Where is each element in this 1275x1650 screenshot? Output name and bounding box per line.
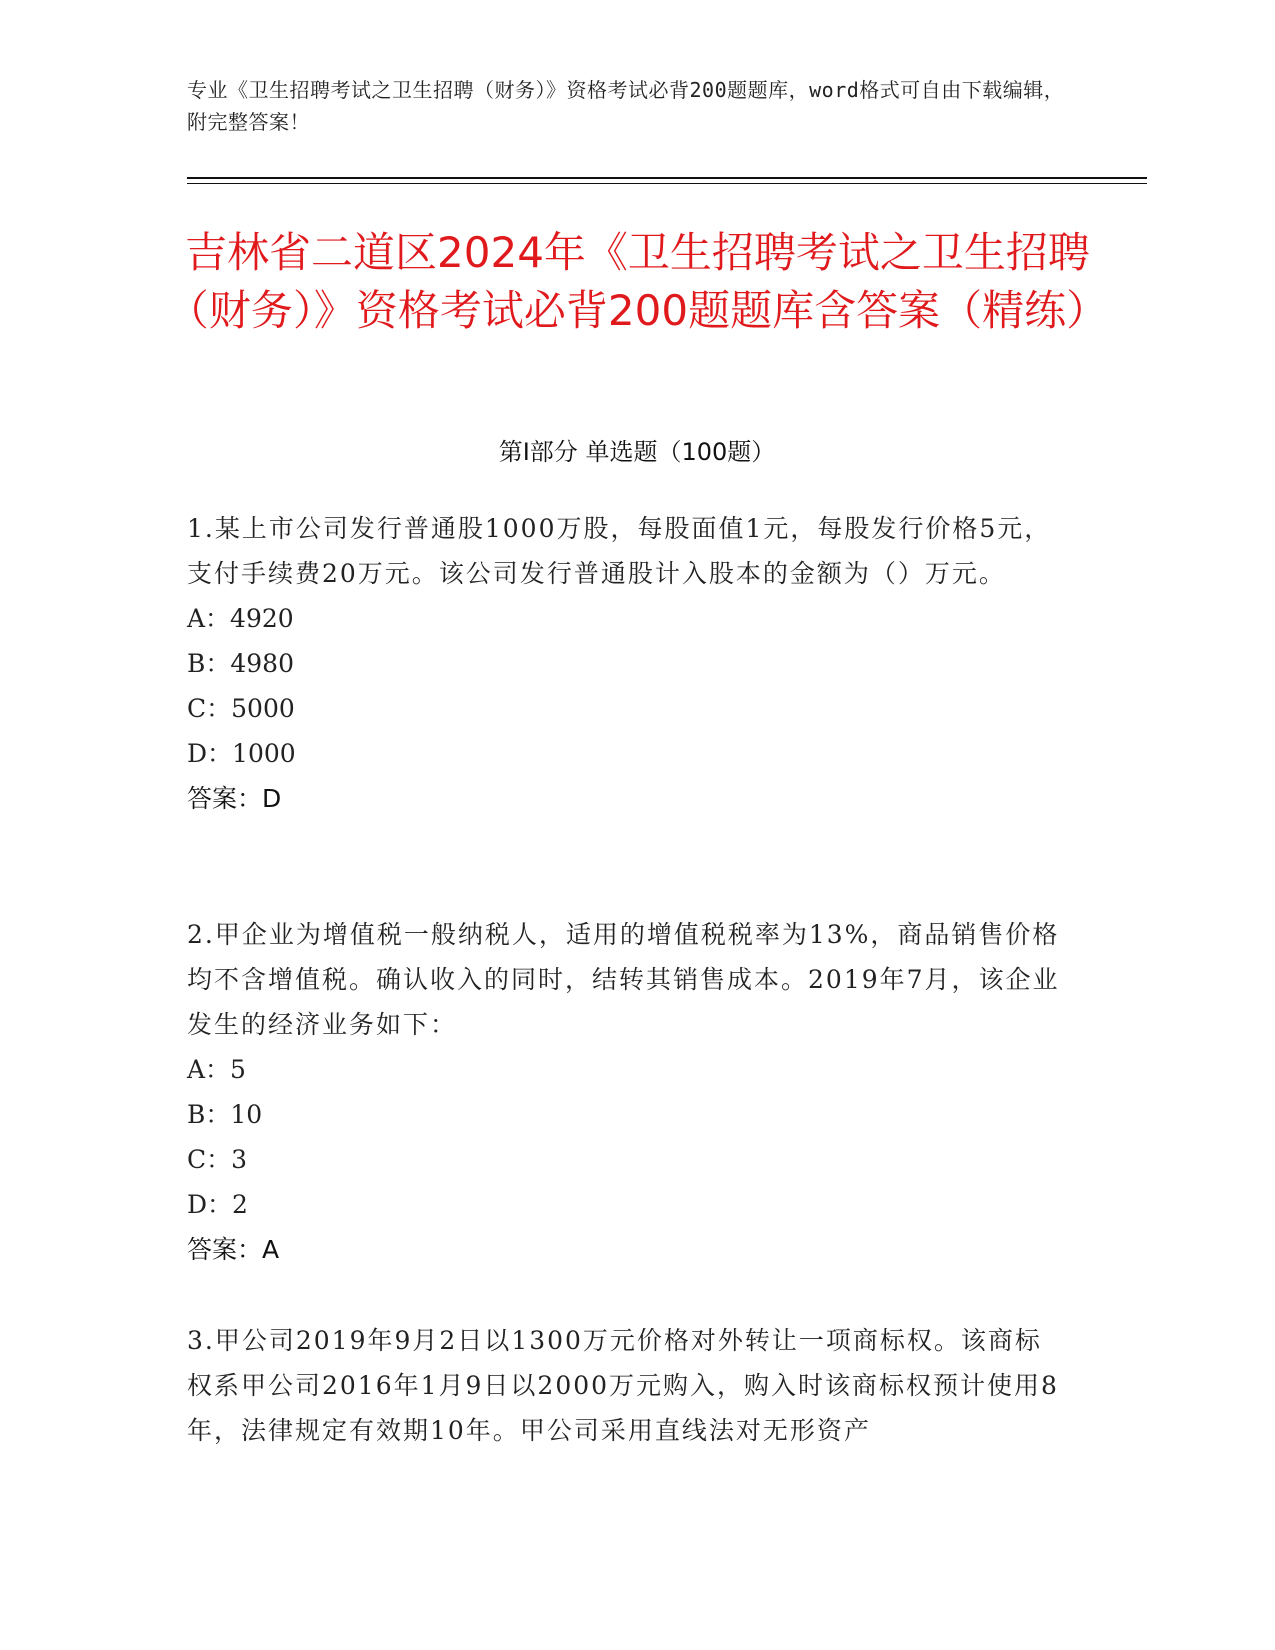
question-stem: 2.甲企业为增值税一般纳税人，适用的增值税税率为13%，商品销售价格均不含增值税。确认收入的同时，结转其销售成本。2019年7月，该企业发生的经济业务如下： (187, 920, 1060, 1039)
answer-line: 答案：D (187, 784, 282, 813)
option-a: A：5 (187, 1055, 246, 1084)
question-1 (187, 506, 1067, 821)
section-heading: 第I部分 单选题（100题） (498, 438, 776, 466)
option-a: A：4920 (187, 604, 294, 633)
question-3 (187, 1318, 1067, 1453)
document-title: 吉林省二道区2024年《卫生招聘考试之卫生招聘（财务）》资格考试必背200题题库含答案（精练） (166, 228, 1109, 335)
option-d: D：2 (187, 1190, 248, 1219)
option-d: D：1000 (187, 739, 296, 768)
header-divider-thick (187, 177, 1147, 179)
question-2 (187, 912, 1067, 1272)
answer-line: 答案：A (187, 1235, 280, 1264)
question-stem: 3.甲公司2019年9月2日以1300万元价格对外转让一项商标权。该商标权系甲公司2016年1月9日以2000万元购入，购入时该商标权预计使用8年，法律规定有效期10年。甲公司采用直线法对无形资产 (187, 1326, 1059, 1445)
option-c: C：3 (187, 1145, 248, 1174)
header-divider-thin (187, 183, 1147, 184)
option-c: C：5000 (187, 694, 295, 723)
question-stem: 1.某上市公司发行普通股1000万股，每股面值1元，每股发行价格5元，支付手续费20万元。该公司发行普通股计入股本的金额为（）万元。 (187, 514, 1052, 588)
option-b: B：10 (187, 1100, 263, 1129)
option-b: B：4980 (187, 649, 294, 678)
header-note: 专业《卫生招聘考试之卫生招聘（财务）》资格考试必背200题题库，word格式可自由下载编辑，附完整答案！ (187, 78, 1065, 134)
